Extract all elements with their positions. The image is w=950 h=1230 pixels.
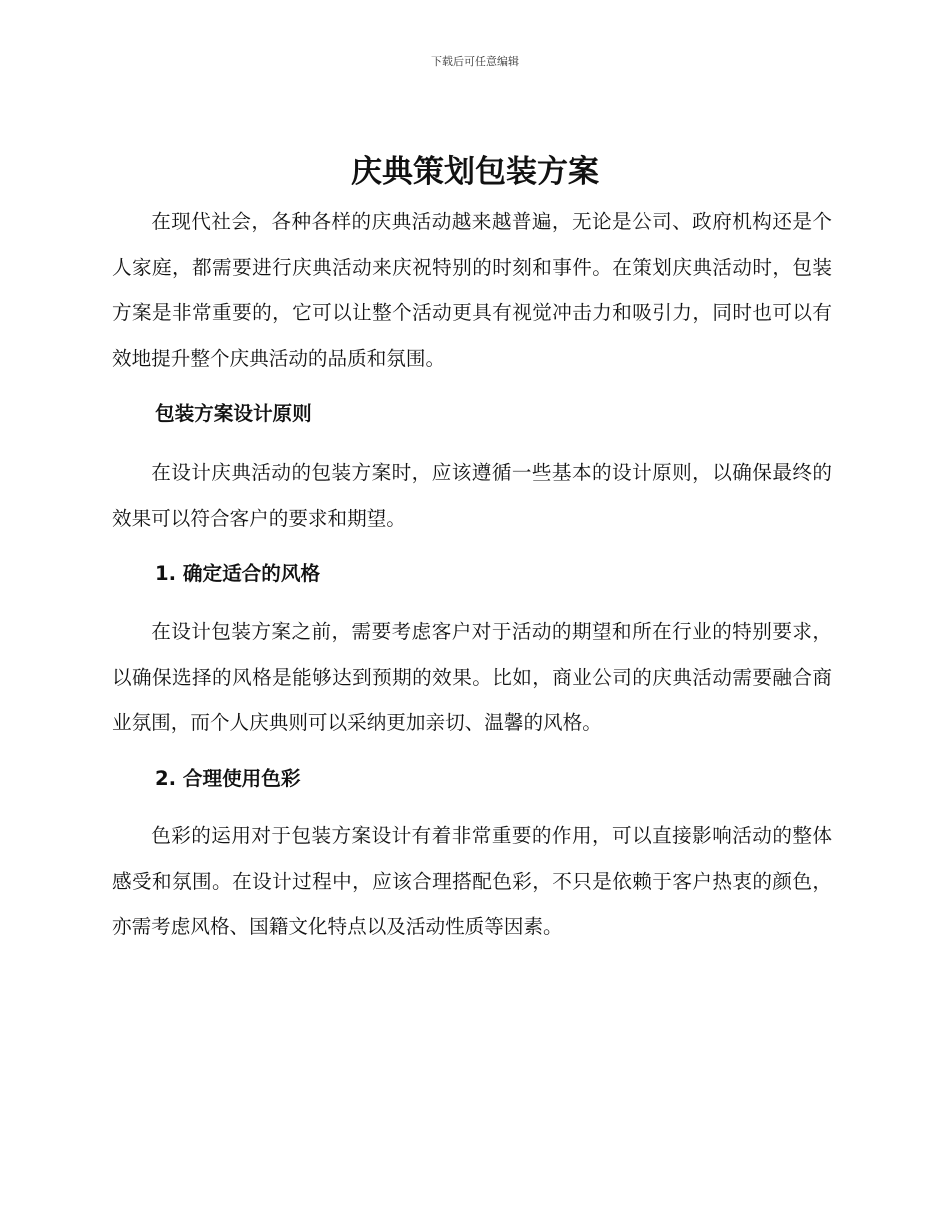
intro-paragraph: 在现代社会，各种各样的庆典活动越来越普遍，无论是公司、政府机构还是个人家庭，都需要进行庆典活动来庆祝特别的时刻和事件。在策划庆典活动时，包装方案是非常重要的，它可以让整个活动更具有视觉冲击力和吸引力，同时也可以有效地提升整个庆典活动的品质和氛围。 xyxy=(112,210,832,370)
item-2-paragraph: 色彩的运用对于包装方案设计有着非常重要的作用，可以直接影响活动的整体感受和氛围。在设计过程中，应该合理搭配色彩，不只是依赖于客户热衷的颜色，亦需考虑风格、国籍文化特点以及活动性质等因素。 xyxy=(112,824,832,938)
item-1-paragraph: 在设计包装方案之前，需要考虑客户对于活动的期望和所在行业的特别要求，以确保选择的风格是能够达到预期的效果。比如，商业公司的庆典活动需要融合商业氛围，而个人庆典则可以采纳更加亲切、温馨的风格。 xyxy=(112,620,832,734)
item-1-heading: 1. 确定适合的风格 xyxy=(155,562,321,585)
section-heading: 包装方案设计原则 xyxy=(155,402,312,425)
section-intro-paragraph: 在设计庆典活动的包装方案时，应该遵循一些基本的设计原则，以确保最终的效果可以符合客户的要求和期望。 xyxy=(112,461,832,530)
item-2-heading: 2. 合理使用色彩 xyxy=(155,767,301,790)
document-title: 庆典策划包装方案 xyxy=(351,154,599,190)
header-note: 下载后可任意编辑 xyxy=(431,55,519,68)
